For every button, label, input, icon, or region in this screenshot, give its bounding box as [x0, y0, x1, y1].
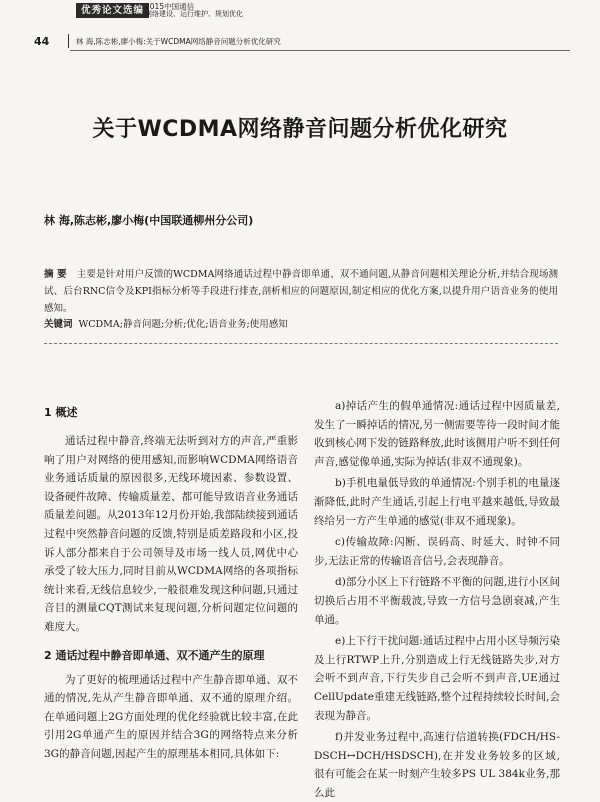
journal-year-line: 2015中国通信 [145, 2, 195, 11]
list-item-e: e)上下行干扰问题:通话过程中占用小区导频污染及上行RTWP上升,分别造成上行无线链路失步,对方会听不到声音,下行失步自己会听不到声音,UE通过CellUpdate重建无线链路,整个过程持续较长时间,会表现为静音。 [314, 635, 560, 722]
section-2-heading: 2 通话过程中静音即单通、双不通产生的原理 [44, 648, 265, 662]
keywords [44, 318, 558, 332]
abstract-text: 主要是针对用户反馈的WCDMA网络通话过程中静音即单通、双不通问题,从静音问题相关理论分析,并结合现场测试、后台RNC信令及KPI指标分析等手段进行排查,剖析相应的问题原因,制定相应的优化方案,以提升用户语音业务的使用感知。 [44, 269, 559, 314]
page-number: 44 [34, 35, 50, 48]
list-item-c: c)传输故障:闪断、误码高、时延大、时钟不同步,无法正常的传输语音信号,会表现静音。 [314, 536, 560, 567]
article-authors: 林 海,陈志彬,廖小梅(中国联通柳州分公司) [44, 214, 254, 227]
header-divider [68, 34, 69, 48]
header-rule [70, 50, 570, 51]
journal-subtitle: 网络建设、运行维护、规划优化 [145, 10, 243, 18]
article-title: 关于WCDMA网络静音问题分析优化研究 [92, 117, 508, 142]
list-item-d: d)部分小区上下行链路不平衡的问题,进行小区间切换后占用不平衡载波,导致一方信号急剧衰减,产生单通。 [314, 576, 560, 626]
list-item-f: f)并发业务过程中,高速行信道转换(FDCH/HS-DSCH↔DCH/HSDSCH),在并发业务较多的区域,很有可能会在某一时刻产生较多PS UL 384k业务,那么此 [314, 731, 560, 799]
section-1-heading: 1 概述 [44, 406, 78, 419]
running-head: 林 海,陈志彬,廖小梅:关于WCDMA网络静音问题分析优化研究 [76, 37, 281, 46]
abstract [44, 266, 558, 317]
list-item-b: b)手机电量低导致的单通情况:个别手机的电量逐渐降低,此时产生通话,引起上行电平越来越低,导致最终给另一方产生单通的感觉(非双不通现象)。 [314, 477, 560, 527]
abstract-divider [44, 343, 558, 344]
journal-badge: 优秀论文选编 [76, 3, 149, 18]
section-1-paragraph: 通话过程中静音,终端无法听到对方的声音,严重影响了用户对网络的使用感知,而影响WCDMA网络语音业务通话质量的原因很多,无线环境因素、参数设置、设备硬件故障、传输质量差、都可能导致语音业务通话质量差问题。从2013年12月份开始,我部陆续接到通话过程中突然静音问题的反馈,特别是质差路段和小区,投诉人部分都来自于公司领导及市场一线人员,网优中心承受了较大压力,同时目前从WCDMA网络的各项指标统计来看,无线信息较少,一般很难发现这种问题,只通过音目的测量CQT测试来复现问题,分析问题定位问题的难度大。 [44, 435, 298, 633]
abstract-label: 摘 要 [44, 269, 67, 280]
keywords-text: WCDMA;静音问题;分析;优化;语音业务;使用感知 [78, 319, 288, 330]
right-column [314, 397, 560, 802]
section-2-paragraph: 为了更好的梳理通话过程中产生静音即单通、双不通的情况,先从产生静音即单通、双不通的原理介绍。在单通问题上2G方面处理的优化经验就比较丰富,在此引用2G单通产生的原因并结合3G的网络特点来分析3G的静音问题,因起产生的原理基本相同,具体如下: [44, 673, 298, 760]
left-column [44, 404, 298, 764]
list-item-a: a)掉话产生的假单通情况:通话过程中因质量差,发生了一瞬掉话的情况,另一侧需要等待一段时间才能收到核心网下发的链路释放,此时该侧用户听不到任何声音,感觉像单通,实际为掉话(非双不通现象)。 [314, 400, 560, 468]
keywords-label: 关键词 [44, 319, 73, 330]
